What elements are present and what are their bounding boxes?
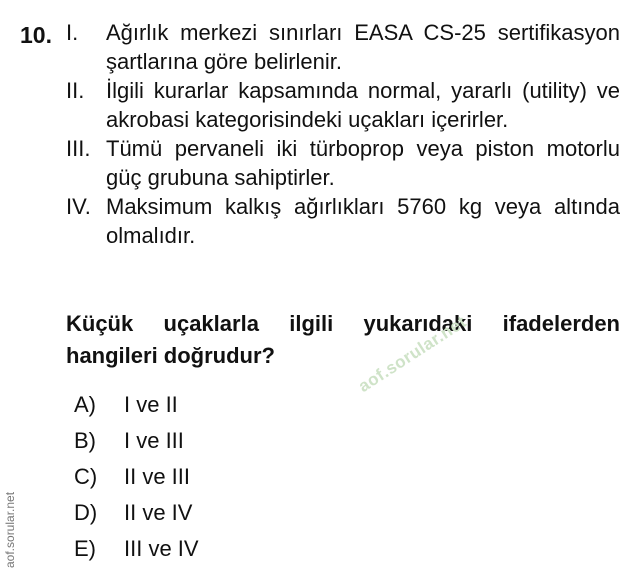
option-letter: D) [74,500,98,525]
statement-3 [66,134,620,192]
option-a[interactable] [74,387,199,423]
question-prompt: Küçük uçaklarla ilgili yukarıdaki ifadelerden hangileri doğrudur? [66,311,620,368]
option-e[interactable] [74,531,199,567]
option-text: I ve III [124,428,184,453]
option-letter: E) [74,536,96,561]
option-text: II ve III [124,464,191,489]
statement-numeral: II. [66,78,85,103]
option-text: II ve IV [124,500,193,525]
answer-options [74,387,199,567]
option-d[interactable] [74,495,199,531]
option-text: III ve IV [124,536,199,561]
option-letter: B) [74,428,96,453]
statement-1 [66,18,620,76]
statement-text: İlgili kurarlar kapsamında normal, yararlı (utility) ve akrobasi kategorisindeki uçakları içerirler. [106,78,620,132]
statement-numeral: I. [66,20,79,45]
side-watermark: aof.sorular.net [3,491,17,568]
option-text: I ve II [124,392,178,417]
statement-text: Ağırlık merkezi sınırları EASA CS-25 sertifikasyon şartlarına göre belirlenir. [106,20,620,74]
option-b[interactable] [74,423,199,459]
watermark: aof.sorular.net [355,312,470,396]
statement-text: Tümü pervaneli iki türboprop veya piston motorlu güç grubuna sahiptirler. [106,136,620,190]
statement-text: Maksimum kalkış ağırlıkları 5760 kg veya altında olmalıdır. [106,194,620,248]
statement-list [66,18,620,250]
statement-4 [66,192,620,250]
statement-numeral: III. [66,136,91,161]
statement-numeral: IV. [66,194,91,219]
statement-2 [66,76,620,134]
option-letter: A) [74,392,96,417]
question-number: 10. [20,22,52,48]
option-c[interactable] [74,459,199,495]
option-letter: C) [74,464,98,489]
